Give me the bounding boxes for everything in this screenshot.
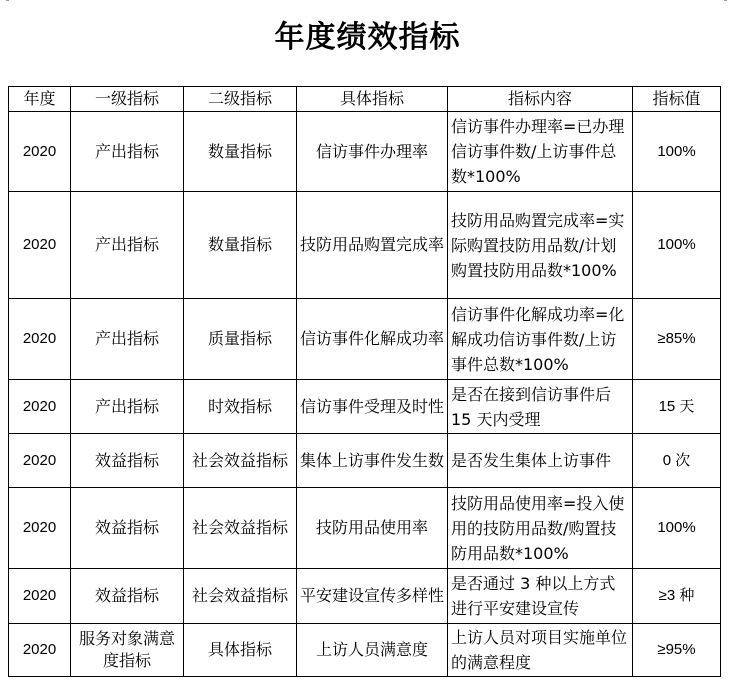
- cell-level1: 产出指标: [71, 380, 184, 434]
- cell-level1: 产出指标: [71, 299, 184, 380]
- cell-level1: 效益指标: [71, 434, 184, 488]
- cell-content: 上访人员对项目实施单位的满意程度: [448, 624, 633, 677]
- cell-year: 2020: [9, 299, 71, 380]
- header-level1: 一级指标: [71, 87, 184, 112]
- cell-year: 2020: [9, 192, 71, 299]
- cell-content: 是否发生集体上访事件: [448, 434, 633, 488]
- table-row: [9, 380, 721, 434]
- cell-level1: 服务对象满意度指标: [71, 624, 184, 677]
- cell-content: 信访事件办理率=已办理信访事件数/上访事件总数*100%: [448, 112, 633, 192]
- table-row: [9, 488, 721, 569]
- cell-level2: 社会效益指标: [184, 488, 297, 569]
- cell-level1: 效益指标: [71, 488, 184, 569]
- cell-level1: 产出指标: [71, 112, 184, 192]
- cell-indicator: 信访事件受理及时性: [297, 380, 448, 434]
- cell-value: ≥95%: [633, 624, 721, 677]
- cell-level2: 时效指标: [184, 380, 297, 434]
- cell-indicator: 平安建设宣传多样性: [297, 569, 448, 624]
- corner-mark-left: [6, 0, 9, 4]
- page-title: 年度绩效指标: [274, 20, 461, 55]
- table-row: [9, 299, 721, 380]
- cell-level2: 数量指标: [184, 192, 297, 299]
- cell-content: 技防用品使用率=投入使用的技防用品数/购置技防用品数*100%: [448, 488, 633, 569]
- cell-content: 信访事件化解成功率=化解成功信访事件数/上访事件总数*100%: [448, 299, 633, 380]
- table-row: [9, 192, 721, 299]
- header-value: 指标值: [633, 87, 721, 112]
- cell-level2: 质量指标: [184, 299, 297, 380]
- cell-level2: 社会效益指标: [184, 434, 297, 488]
- cell-year: 2020: [9, 488, 71, 569]
- cell-value: 0 次: [633, 434, 721, 488]
- cell-value: 15 天: [633, 380, 721, 434]
- cell-content: 技防用品购置完成率=实际购置技防用品数/计划购置技防用品数*100%: [448, 192, 633, 299]
- header-indicator: 具体指标: [297, 87, 448, 112]
- header-content: 指标内容: [448, 87, 633, 112]
- cell-level2: 社会效益指标: [184, 569, 297, 624]
- cell-year: 2020: [9, 624, 71, 677]
- cell-indicator: 上访人员满意度: [297, 624, 448, 677]
- performance-indicator-table: [8, 86, 721, 677]
- cell-value: 100%: [633, 192, 721, 299]
- cell-value: ≥3 种: [633, 569, 721, 624]
- header-level2: 二级指标: [184, 87, 297, 112]
- cell-indicator: 信访事件办理率: [297, 112, 448, 192]
- cell-level1: 产出指标: [71, 192, 184, 299]
- cell-year: 2020: [9, 434, 71, 488]
- cell-year: 2020: [9, 112, 71, 192]
- cell-indicator: 技防用品购置完成率: [297, 192, 448, 299]
- cell-content: 是否通过 3 种以上方式进行平安建设宣传: [448, 569, 633, 624]
- cell-year: 2020: [9, 569, 71, 624]
- cell-level2: 具体指标: [184, 624, 297, 677]
- cell-year: 2020: [9, 380, 71, 434]
- cell-level1: 效益指标: [71, 569, 184, 624]
- cell-level2: 数量指标: [184, 112, 297, 192]
- cell-value: 100%: [633, 112, 721, 192]
- table-row: [9, 624, 721, 677]
- table-row: [9, 569, 721, 624]
- table-row: [9, 434, 721, 488]
- cell-indicator: 集体上访事件发生数: [297, 434, 448, 488]
- table-header-row: [9, 87, 721, 112]
- cell-value: ≥85%: [633, 299, 721, 380]
- header-year: 年度: [9, 87, 71, 112]
- cell-indicator: 信访事件化解成功率: [297, 299, 448, 380]
- cell-indicator: 技防用品使用率: [297, 488, 448, 569]
- table-row: [9, 112, 721, 192]
- corner-mark-right: [724, 0, 727, 4]
- cell-content: 是否在接到信访事件后 15 天内受理: [448, 380, 633, 434]
- cell-value: 100%: [633, 488, 721, 569]
